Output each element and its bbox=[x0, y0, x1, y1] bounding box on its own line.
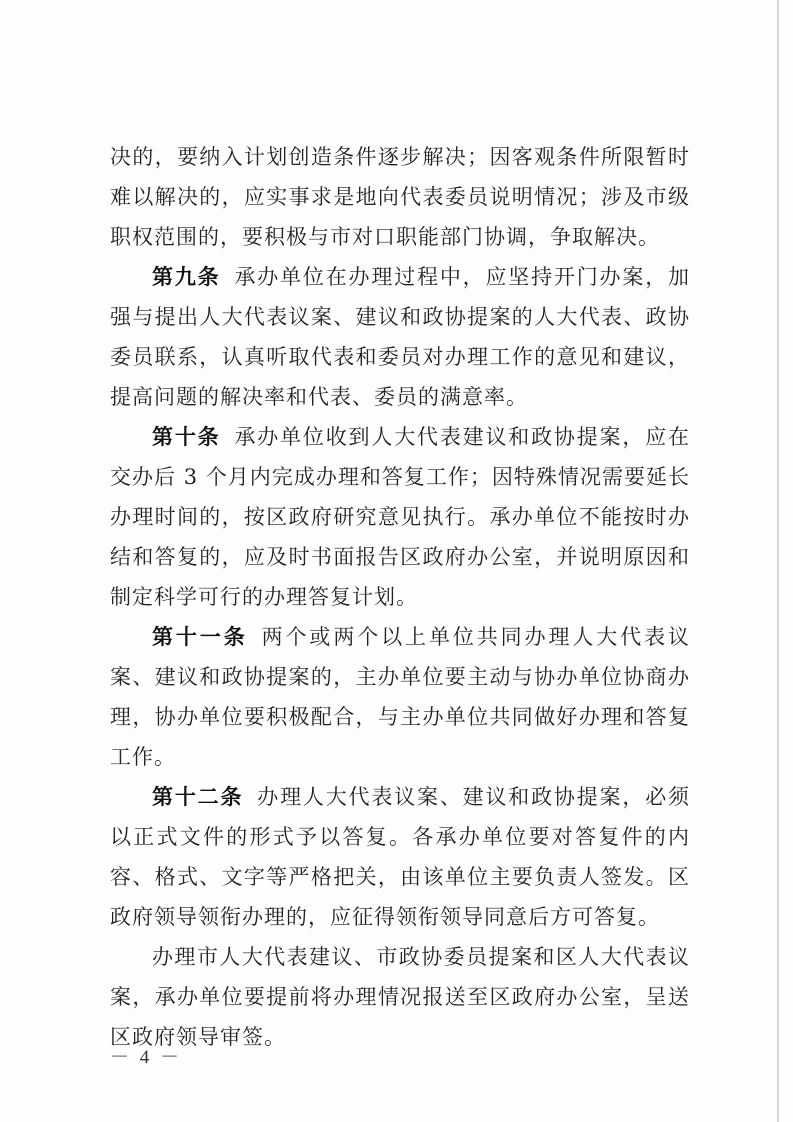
article-title: 第十一条 bbox=[152, 624, 248, 649]
paragraph-text: 承办单位在办理过程中，应坚持开门办案，加强与提出人大代表议案、建议和政协提案的人大代表、政协委员联系，认真听取代表和委员对办理工作的意见和建议，提高问题的解决率和代表、委员的满意率。 bbox=[110, 265, 691, 409]
article-title: 第九条 bbox=[152, 264, 221, 289]
article-title: 第十二条 bbox=[152, 784, 244, 809]
paragraph-supplement bbox=[110, 937, 690, 1057]
paragraph-text: 办理市人大代表建议、市政协委员提案和区人大代表议案，承办单位要提前将办理情况报送至区政府办公室，呈送区政府领导审签。 bbox=[110, 945, 690, 1049]
article-title: 第十条 bbox=[152, 424, 221, 449]
paragraph-text: 决的，要纳入计划创造条件逐步解决；因客观条件所限暂时难以解决的，应实事求是地向代表委员说明情况；涉及市级职权范围的，要积极与市对口职能部门协调，争取解决。 bbox=[110, 145, 690, 249]
article-9 bbox=[110, 257, 690, 417]
document-body bbox=[110, 137, 690, 1057]
article-12 bbox=[110, 777, 690, 937]
scan-edge-line bbox=[777, 0, 779, 1122]
article-11 bbox=[110, 617, 690, 777]
page-number: － 4 － bbox=[110, 1047, 183, 1068]
paragraph-text: 两个或两个以上单位共同办理人大代表议案、建议和政协提案的，主办单位要主动与协办单位协商办理，协办单位要积极配合，与主办单位共同做好办理和答复工作。 bbox=[110, 625, 691, 769]
paragraph-text: 承办单位收到人大代表建议和政协提案，应在交办后 3 个月内完成办理和答复工作；因特殊情况需要延长办理时间的，按区政府研究意见执行。承办单位不能按时办结和答复的，应及时书面报告区政府办公室，并说明原因和制定科学可行的办理答复计划。 bbox=[110, 425, 691, 609]
article-10 bbox=[110, 417, 690, 617]
paragraph-text: 办理人大代表议案、建议和政协提案，必须以正式文件的形式予以答复。各承办单位要对答复件的内容、格式、文字等严格把关，由该单位主要负责人签发。区政府领导领衔办理的，应征得领衔领导同意后方可答复。 bbox=[110, 785, 691, 929]
paragraph-continuation bbox=[110, 137, 690, 257]
